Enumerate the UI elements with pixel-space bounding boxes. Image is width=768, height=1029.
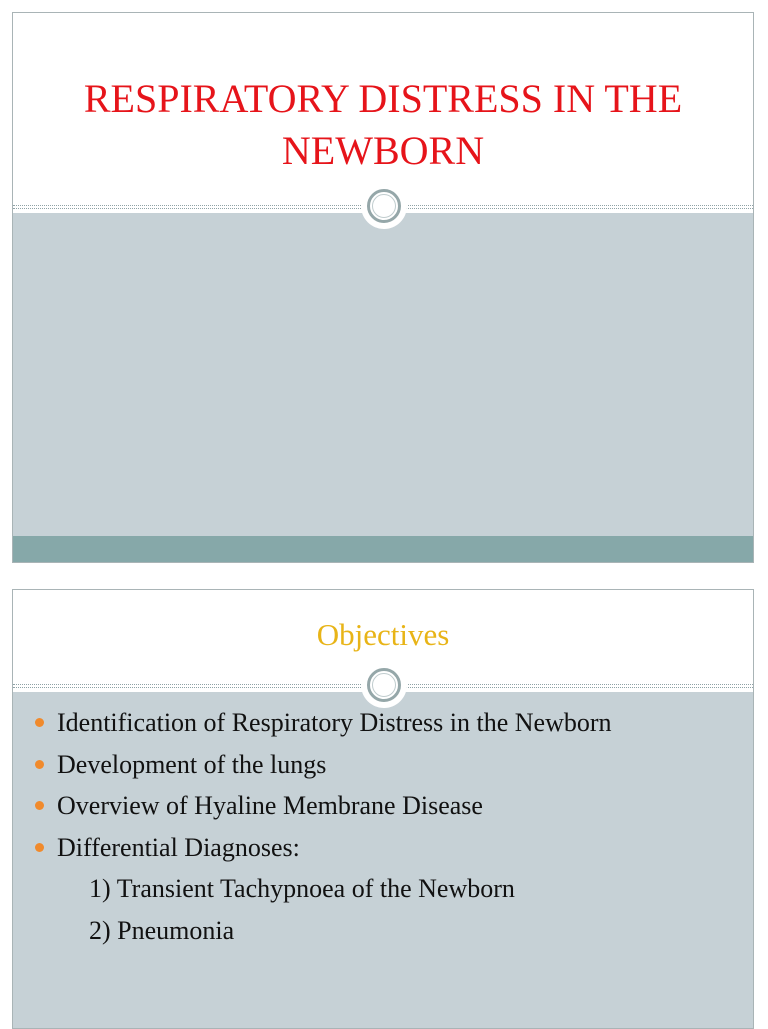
objectives-list <box>13 702 753 951</box>
list-item-text: Differential Diagnoses: <box>57 832 300 862</box>
sub-list-item <box>13 910 753 952</box>
sub-list-item-text: 2) Pneumonia <box>89 915 235 945</box>
footer-band <box>13 536 753 562</box>
bullet-dot-icon <box>35 843 44 852</box>
list-item-text: Identification of Respiratory Distress in the Newborn <box>57 708 612 737</box>
slide-title-text: RESPIRATORY DISTRESS IN THE NEWBORN <box>83 76 683 173</box>
slide-title <box>12 12 754 563</box>
list-item-text: Overview of Hyaline Membrane Disease <box>57 791 483 820</box>
list-item-text: Development of the lungs <box>57 749 327 779</box>
bullet-dot-icon <box>35 760 44 769</box>
list-item <box>13 785 753 827</box>
slide-title-area <box>13 13 753 206</box>
slide-objectives <box>12 589 754 1029</box>
objectives-title: Objectives <box>316 617 450 652</box>
list-item <box>13 702 753 744</box>
slide-body <box>13 213 753 538</box>
sub-list-item <box>13 868 753 910</box>
list-item <box>13 827 753 869</box>
sub-list-item-text: 1) Transient Tachypnoea of the Newborn <box>89 874 515 903</box>
bullet-dot-icon <box>35 801 44 810</box>
circle-ring-ornament-icon <box>361 183 407 229</box>
list-item <box>13 744 753 786</box>
bullet-dot-icon <box>35 718 44 727</box>
